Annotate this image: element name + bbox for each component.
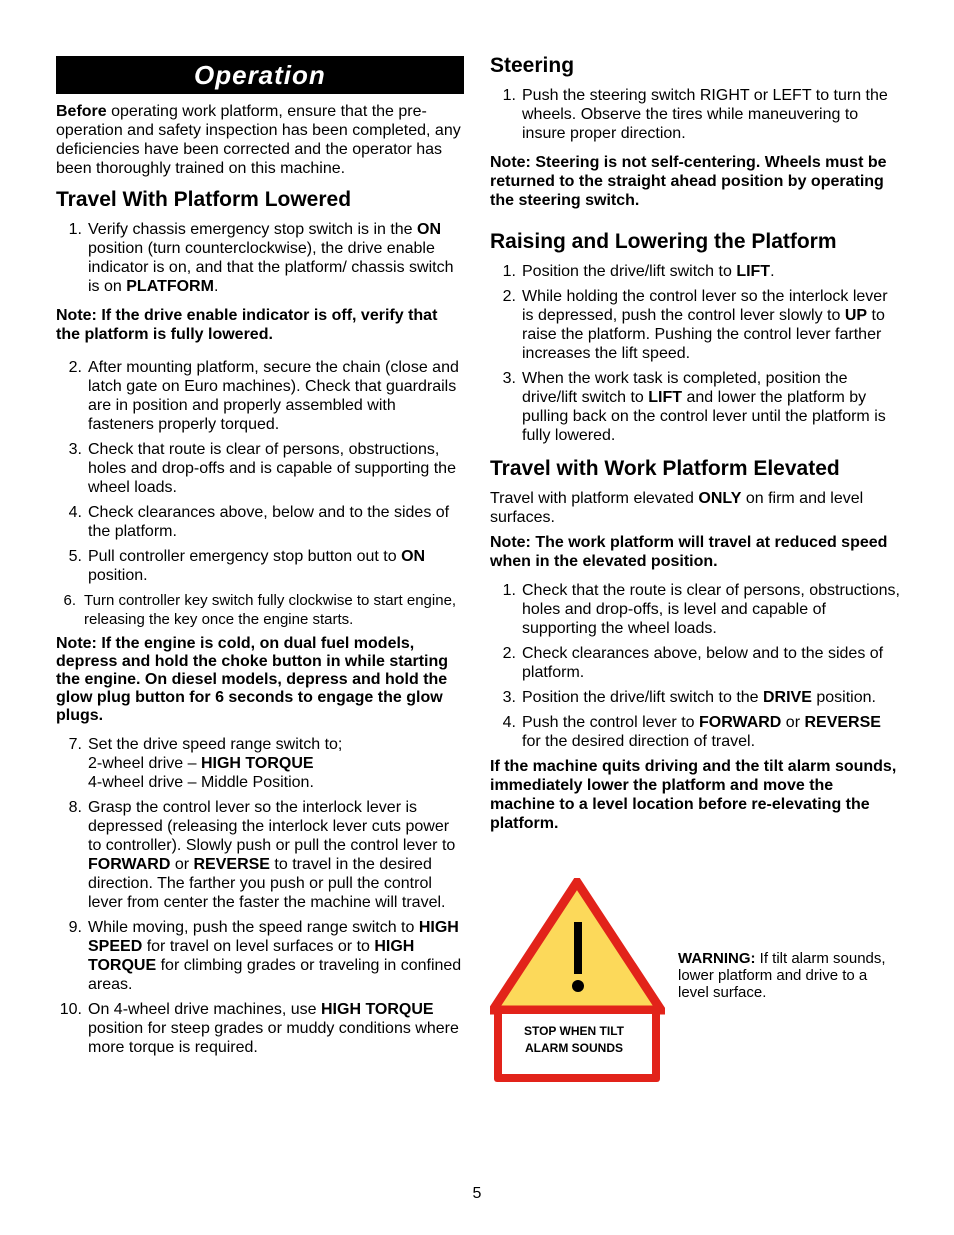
travel-lowered-list-c [56, 591, 464, 629]
note-engine-cold: Note: If the engine is cold, on dual fuel models, depress and hold the choke button in while starting the engine. On diesel models, depress and hold the glow plug button for 6 seconds to engage the glow plugs. [56, 635, 449, 724]
list-item: 4. Push the control lever to FORWARD or REVERSE for the desired direction of travel. [502, 714, 881, 750]
travel-lowered-list-d [56, 735, 464, 1057]
left-column [56, 56, 464, 1063]
note-steering: Note: Steering is not self-centering. Wheels must be returned to the straight ahead position by operating the steering switch. [490, 154, 887, 209]
raising-list [490, 262, 900, 445]
list-item: 8. Grasp the control lever so the interlock lever is depressed (releasing the interlock lever cuts power to controller). Slowly push or pull the control lever to FORWARD or REVERSE to travel in the desired direction. The farther you push or pull the control lever from center the faster the machine will travel. [68, 799, 456, 911]
list-item: 3. Check that route is clear of persons, obstructions, holes and drop-offs and is capable of supporting the wheel loads. [68, 441, 456, 496]
steering-list [490, 86, 900, 143]
list-item: 7. Set the drive speed range switch to; 2-wheel drive – HIGH TORQUE 4-wheel drive – Middle Position. [68, 736, 343, 791]
note-reduced-speed: Note: The work platform will travel at reduced speed when in the elevated position. [490, 534, 888, 570]
right-column [490, 54, 900, 833]
list-item: 4. Check clearances above, below and to the sides of the platform. [68, 504, 450, 540]
list-item: 3. Position the drive/lift switch to the DRIVE position. [502, 689, 876, 706]
travel-lowered-list-b [56, 358, 464, 585]
list-item: 1. Push the steering switch RIGHT or LEFT to turn the wheels. Observe the tires while maneuvering to insure proper direction. [502, 87, 888, 142]
page-number: 5 [472, 1185, 482, 1202]
stop-when-tilt-label: STOP WHEN TILT ALARM SOUNDS [523, 1024, 624, 1055]
list-item: 1. Position the drive/lift switch to LIFT. [502, 263, 775, 280]
section-banner: Operation [56, 56, 464, 94]
list-item: 2. Check clearances above, below and to the sides of platform. [502, 645, 884, 681]
heading-travel-elevated: Travel with Work Platform Elevated [490, 457, 840, 480]
list-item: 1. Check that the route is clear of persons, obstructions, holes and drop-offs, is level and capable of supporting the wheel loads. [502, 582, 900, 637]
warning-caption: WARNING: If tilt alarm sounds, lower platform and drive to a level surface. [678, 950, 886, 1001]
warning-block [490, 878, 900, 1088]
note-tilt-alarm: If the machine quits driving and the tilt alarm sounds, immediately lower the platform and move the machine to a level location before re-elevating the platform. [490, 758, 897, 832]
list-item: 6. Turn controller key switch fully clockwise to start engine, releasing the key once the engine starts. [63, 592, 457, 628]
elevated-intro: Travel with platform elevated ONLY on firm and level surfaces. [490, 490, 864, 526]
list-item: 2. While holding the control lever so the interlock lever is depressed, push the control lever slowly to UP to raise the platform. Pushing the control lever farther increases the lift speed. [502, 288, 888, 362]
list-item: 2. After mounting platform, secure the chain (close and latch gate on Euro machines). Check that guardrails are in position and properly assembled with fasteners properly torqued. [68, 359, 459, 433]
list-item: 3. When the work task is completed, position the drive/lift switch to LIFT and lower the platform by pulling back on the control lever until the platform is fully lowered. [502, 370, 886, 444]
travel-lowered-list-a [56, 220, 464, 296]
list-item: 10. On 4-wheel drive machines, use HIGH TORQUE position for steep grades or muddy conditions where more torque is required. [59, 1001, 459, 1056]
heading-raising-lowering: Raising and Lowering the Platform [490, 230, 837, 253]
heading-travel-lowered: Travel With Platform Lowered [56, 188, 352, 211]
list-item: 5. Pull controller emergency stop button out to ON position. [68, 548, 426, 584]
heading-steering: Steering [490, 54, 575, 77]
list-item: 1. Verify chassis emergency stop switch is in the ON position (turn counterclockwise), the drive enable indicator is on, and that the platform/ chassis switch is on PLATFORM. [68, 221, 454, 295]
elevated-list [490, 581, 900, 751]
intro-paragraph: Before operating work platform, ensure that the pre-operation and safety inspection has been completed, any deficiencies have been corrected and the operator has been thoroughly trained on this machine. [56, 103, 461, 177]
note-drive-enable: Note: If the drive enable indicator is off, verify that the platform is fully lowered. [56, 307, 438, 343]
list-item: 9. While moving, push the speed range switch to HIGH SPEED for travel on level surfaces or to HIGH TORQUE for climbing grades or traveling in confined areas. [68, 919, 462, 993]
